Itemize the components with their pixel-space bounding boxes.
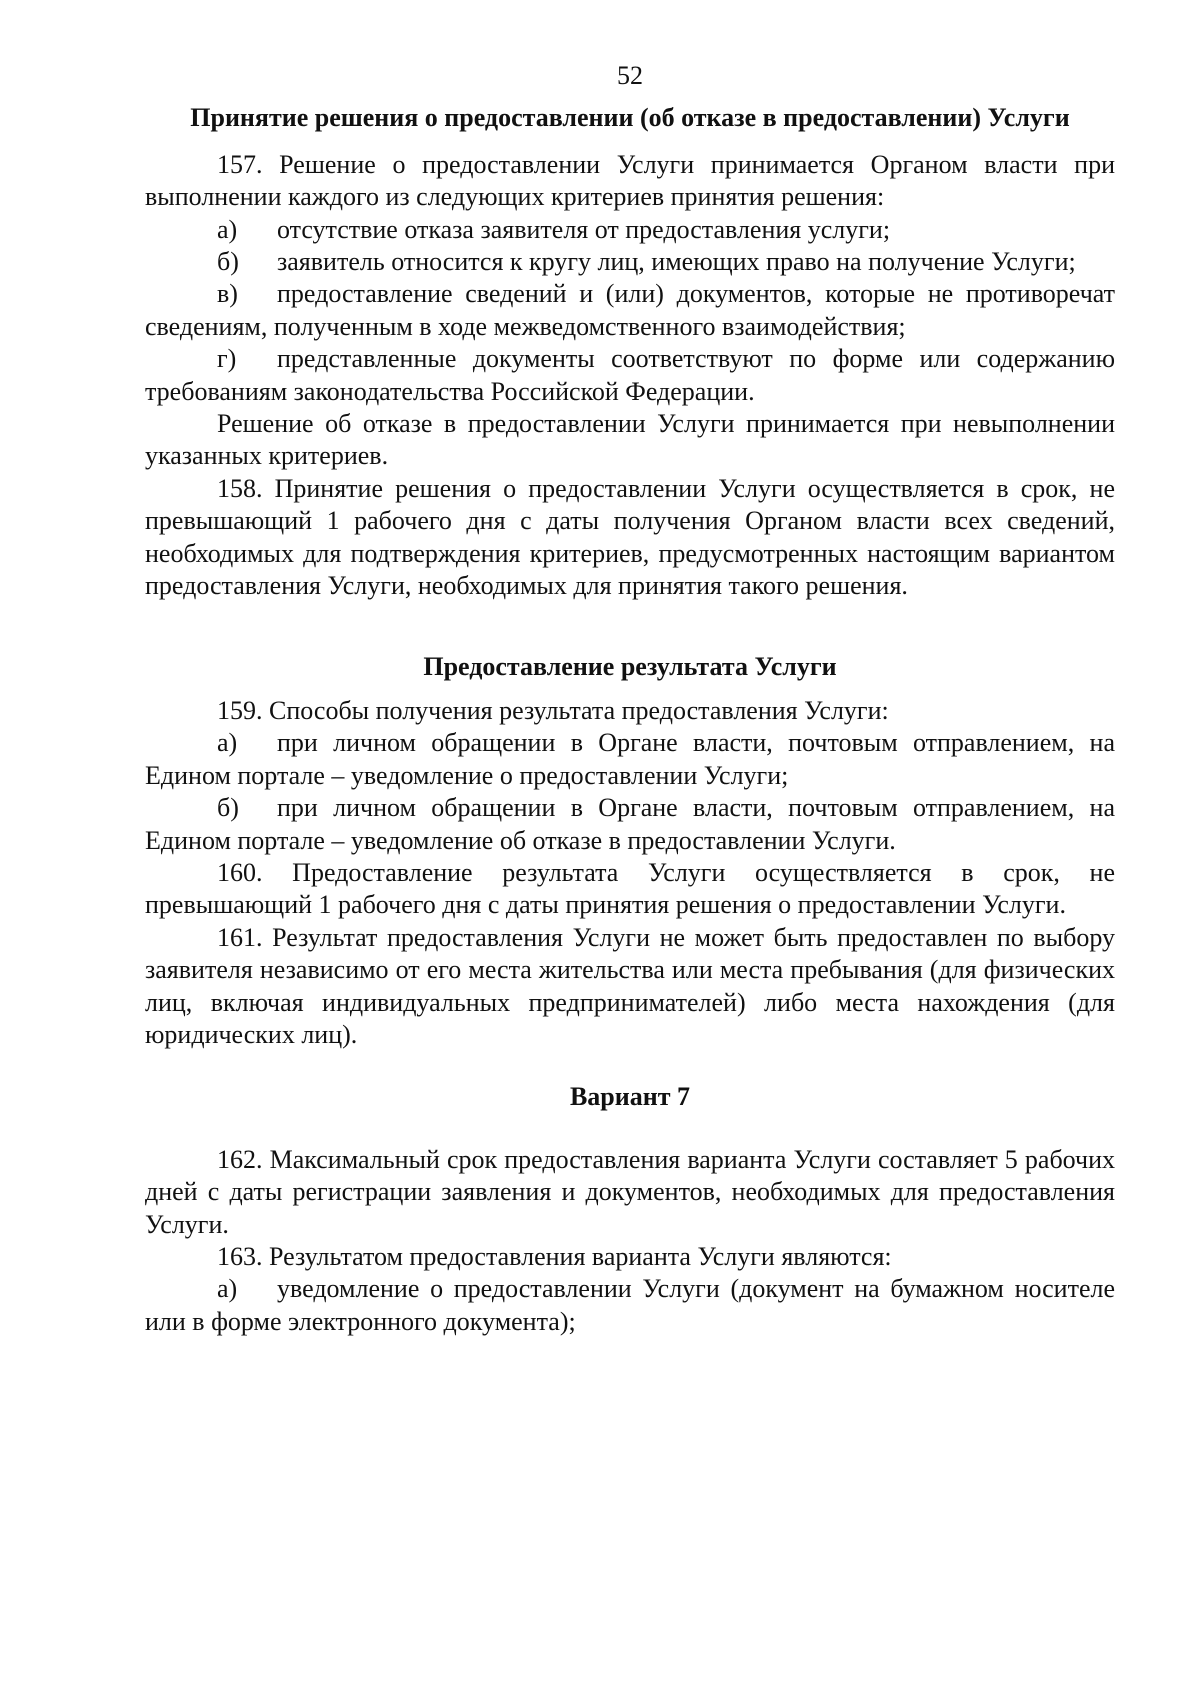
list-marker: б) xyxy=(217,247,239,277)
list-marker: г) xyxy=(217,344,237,374)
list-marker: а) xyxy=(217,728,238,758)
list-marker: а) xyxy=(217,1274,238,1304)
paragraph-161: 161. Результат предоставления Услуги не может быть предоставлен по выбору заявителя независимо от его места жительства или места пребывания (для физических лиц, включая индивидуальных предпринимателей) либо места нахождения (для юридических лиц). xyxy=(145,922,1115,1049)
list-item xyxy=(145,246,1115,278)
list-item-text: уведомление о предоставлении Услуги (документ на бумажном носителе или в форме электронного документа); xyxy=(145,1274,1115,1336)
list-marker: б) xyxy=(217,793,239,823)
section-heading-variant-7: Вариант 7 xyxy=(569,1082,691,1112)
list-item-text: отсутствие отказа заявителя от предоставления услуги; xyxy=(277,214,891,244)
document-page xyxy=(145,60,1115,1338)
paragraph-160: 160. Предоставление результата Услуги осуществляется в срок, не превышающий 1 рабочего дня с даты принятия решения о предоставлении Услуги. xyxy=(145,857,1115,920)
list-item xyxy=(145,214,1115,246)
list-item xyxy=(145,278,1115,343)
section-heading-result: Предоставление результата Услуги xyxy=(423,651,837,681)
section-heading-decision: Принятие решения о предоставлении (об отказе в предоставлении) Услуги xyxy=(190,103,1070,133)
list-marker: в) xyxy=(217,279,238,309)
paragraph-163: 163. Результатом предоставления варианта Услуги являются: xyxy=(217,1242,892,1271)
paragraph-refusal: Решение об отказе в предоставлении Услуги принимается при невыполнении указанных критериев. xyxy=(145,409,1115,471)
list-item xyxy=(145,792,1115,857)
list-item xyxy=(145,1273,1115,1338)
paragraph-158: 158. Принятие решения о предоставлении Услуги осуществляется в срок, не превышающий 1 рабочего дня с даты получения Органом власти всех сведений, необходимых для подтверждения критериев, предусмотренных настоящим вариантом предоставления Услуги, необходимых для принятия такого решения. xyxy=(145,473,1115,601)
paragraph-162: 162. Максимальный срок предоставления варианта Услуги составляет 5 рабочих дней с даты регистрации заявления и документов, необходимых для предоставления Услуги. xyxy=(145,1144,1115,1239)
page-number: 52 xyxy=(617,61,643,90)
list-item xyxy=(145,727,1115,792)
paragraph-157: 157. Решение о предоставлении Услуги принимается Органом власти при выполнении каждого из следующих критериев принятия решения: xyxy=(145,149,1115,212)
list-item-text: представленные документы соответствуют по форме или содержанию требованиям законодательства Российской Федерации. xyxy=(145,344,1115,406)
list-item-text: заявитель относится к кругу лиц, имеющих право на получение Услуги; xyxy=(277,247,1076,277)
list-item xyxy=(145,343,1115,408)
paragraph-159: 159. Способы получения результата предоставления Услуги: xyxy=(217,695,889,725)
list-item-text: при личном обращении в Органе власти, почтовым отправлением, на Едином портале – уведомление об отказе в предоставлении Услуги. xyxy=(145,793,1115,855)
list-marker: а) xyxy=(217,214,238,244)
list-item-text: при личном обращении в Органе власти, почтовым отправлением, на Едином портале – уведомление о предоставлении Услуги; xyxy=(145,728,1115,790)
list-item-text: предоставление сведений и (или) документов, которые не противоречат сведениям, полученным в ходе межведомственного взаимодействия; xyxy=(145,279,1115,341)
